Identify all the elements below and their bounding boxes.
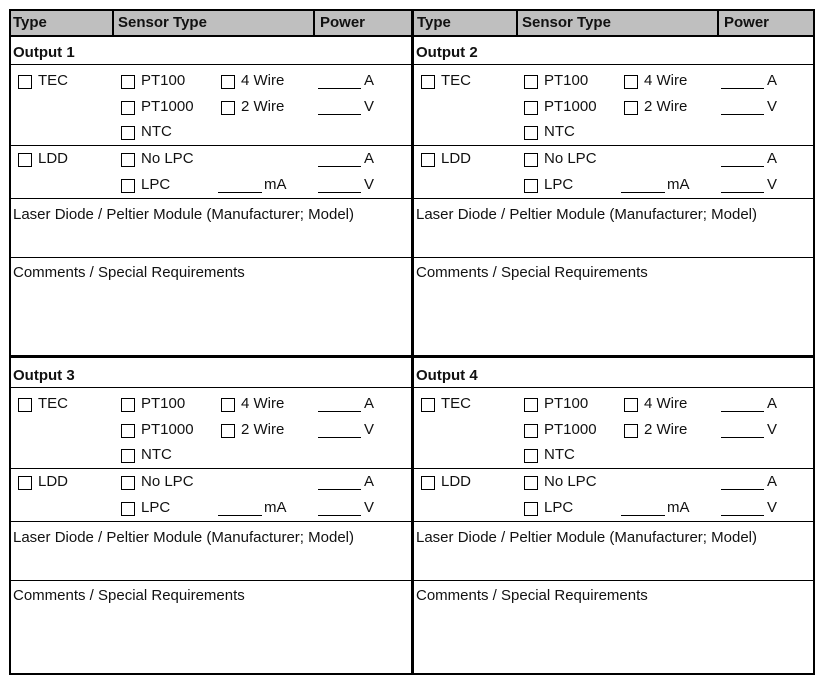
unit-milliamp: mA: [667, 176, 690, 193]
row-line: [11, 145, 412, 146]
output-4-ldd-checkbox[interactable]: [421, 476, 435, 490]
pt100-label: PT100: [141, 395, 186, 412]
ldd-label: LDD: [38, 473, 69, 490]
output-2-tec-voltage-field[interactable]: [721, 114, 764, 115]
tec-label: TEC: [441, 72, 471, 89]
no-lpc-label: No LPC: [544, 473, 597, 490]
comments-label: Comments / Special Requirements: [416, 587, 648, 604]
output-4-tec-checkbox[interactable]: [421, 398, 435, 412]
output-1-4wire-checkbox[interactable]: [221, 75, 235, 89]
output-4-lpc-checkbox[interactable]: [524, 502, 538, 516]
output-1-no-lpc-checkbox[interactable]: [121, 153, 135, 167]
lpc-label: LPC: [544, 499, 574, 516]
row-line: [11, 387, 412, 388]
pt1000-label: PT1000: [141, 421, 194, 438]
row-line: [11, 198, 412, 199]
output-3-title: Output 3: [13, 367, 75, 384]
row-line: [11, 521, 412, 522]
unit-amp: A: [364, 72, 375, 89]
output-1-tec-current-field[interactable]: [318, 88, 361, 89]
output-3-tec-checkbox[interactable]: [18, 398, 32, 412]
output-4-ldd-voltage-field[interactable]: [721, 515, 764, 516]
wire4-label: 4 Wire: [644, 395, 688, 412]
header-type-label: Type: [13, 14, 47, 31]
module-label: Laser Diode / Peltier Module (Manufacturer; Model): [416, 206, 757, 223]
output-4-ntc-checkbox[interactable]: [524, 449, 538, 463]
output-2-comments-field[interactable]: [414, 283, 814, 353]
header-divider: [717, 10, 719, 36]
ntc-label: NTC: [544, 123, 575, 140]
row-line: [11, 468, 412, 469]
output-2-ldd-current-field[interactable]: [721, 166, 764, 167]
no-lpc-label: No LPC: [544, 150, 597, 167]
header-type-label: Type: [417, 14, 451, 31]
wire2-label: 2 Wire: [644, 421, 688, 438]
unit-amp: A: [767, 150, 778, 167]
output-4-tec-voltage-field[interactable]: [721, 437, 764, 438]
row-line: [414, 468, 815, 469]
output-3-pt100-checkbox[interactable]: [121, 398, 135, 412]
output-1-lpc-checkbox[interactable]: [121, 179, 135, 193]
pt1000-label: PT1000: [544, 98, 597, 115]
output-2-pt1000-checkbox[interactable]: [524, 101, 538, 115]
unit-volt: V: [364, 421, 375, 438]
output-3-comments-field[interactable]: [11, 606, 411, 676]
row-line: [414, 580, 815, 581]
tec-label: TEC: [38, 72, 68, 89]
output-2-tec-current-field[interactable]: [721, 88, 764, 89]
output-3-no-lpc-checkbox[interactable]: [121, 476, 135, 490]
row-line: [11, 64, 412, 65]
tec-label: TEC: [441, 395, 471, 412]
output-3-module-field[interactable]: [11, 547, 411, 579]
tec-label: TEC: [38, 395, 68, 412]
pt100-label: PT100: [544, 395, 589, 412]
header-divider: [516, 10, 518, 36]
output-4-module-field[interactable]: [414, 547, 814, 579]
unit-amp: A: [767, 72, 778, 89]
lpc-label: LPC: [141, 176, 171, 193]
unit-volt: V: [767, 98, 778, 115]
unit-amp: A: [767, 473, 778, 490]
output-1-ldd-voltage-field[interactable]: [318, 192, 361, 193]
output-1-tec-checkbox[interactable]: [18, 75, 32, 89]
output-4-no-lpc-checkbox[interactable]: [524, 476, 538, 490]
output-3-lpc-checkbox[interactable]: [121, 502, 135, 516]
row-line: [414, 145, 815, 146]
output-4-pt1000-checkbox[interactable]: [524, 424, 538, 438]
wire2-label: 2 Wire: [241, 421, 285, 438]
module-label: Laser Diode / Peltier Module (Manufacturer; Model): [13, 206, 354, 223]
lpc-label: LPC: [544, 176, 574, 193]
output-4-title: Output 4: [416, 367, 478, 384]
row-line: [414, 64, 815, 65]
unit-volt: V: [767, 499, 778, 516]
header-divider: [313, 10, 315, 36]
wire4-label: 4 Wire: [644, 72, 688, 89]
no-lpc-label: No LPC: [141, 150, 194, 167]
output-2-ldd-voltage-field[interactable]: [721, 192, 764, 193]
output-2-lpc-current-field[interactable]: [621, 192, 665, 193]
ntc-label: NTC: [544, 446, 575, 463]
header-power-label: Power: [724, 14, 770, 31]
output-1-ldd-current-field[interactable]: [318, 166, 361, 167]
unit-milliamp: mA: [667, 499, 690, 516]
output-3-2wire-checkbox[interactable]: [221, 424, 235, 438]
output-1-comments-field[interactable]: [11, 283, 411, 353]
output-2-tec-checkbox[interactable]: [421, 75, 435, 89]
output-4-comments-field[interactable]: [414, 606, 814, 676]
output-4-tec-current-field[interactable]: [721, 411, 764, 412]
pt1000-label: PT1000: [141, 98, 194, 115]
output-1-ntc-checkbox[interactable]: [121, 126, 135, 140]
module-label: Laser Diode / Peltier Module (Manufacturer; Model): [13, 529, 354, 546]
output-2-2wire-checkbox[interactable]: [624, 101, 638, 115]
output-3-lpc-current-field[interactable]: [218, 515, 262, 516]
header-sensor-type-label: Sensor Type: [522, 14, 611, 31]
output-4-lpc-current-field[interactable]: [621, 515, 665, 516]
output-3-tec-voltage-field[interactable]: [318, 437, 361, 438]
module-label: Laser Diode / Peltier Module (Manufacturer; Model): [416, 529, 757, 546]
unit-amp: A: [364, 473, 375, 490]
row-line: [414, 521, 815, 522]
output-4-2wire-checkbox[interactable]: [624, 424, 638, 438]
lpc-label: LPC: [141, 499, 171, 516]
output-1-2wire-checkbox[interactable]: [221, 101, 235, 115]
wire4-label: 4 Wire: [241, 395, 285, 412]
wire2-label: 2 Wire: [644, 98, 688, 115]
ntc-label: NTC: [141, 446, 172, 463]
unit-amp: A: [364, 150, 375, 167]
output-2-no-lpc-checkbox[interactable]: [524, 153, 538, 167]
output-3-tec-current-field[interactable]: [318, 411, 361, 412]
pt100-label: PT100: [544, 72, 589, 89]
output-2-pt100-checkbox[interactable]: [524, 75, 538, 89]
header-sensor-type-label: Sensor Type: [118, 14, 207, 31]
ldd-label: LDD: [441, 150, 472, 167]
output-2-ntc-checkbox[interactable]: [524, 126, 538, 140]
unit-volt: V: [767, 421, 778, 438]
wire2-label: 2 Wire: [241, 98, 285, 115]
output-1-title: Output 1: [13, 44, 75, 61]
ntc-label: NTC: [141, 123, 172, 140]
pt100-label: PT100: [141, 72, 186, 89]
unit-volt: V: [364, 176, 375, 193]
row-line: [11, 257, 412, 258]
unit-milliamp: mA: [264, 176, 287, 193]
row-line: [11, 580, 412, 581]
output-3-ldd-checkbox[interactable]: [18, 476, 32, 490]
ldd-label: LDD: [38, 150, 69, 167]
output-2-lpc-checkbox[interactable]: [524, 179, 538, 193]
header-divider: [112, 10, 114, 36]
unit-volt: V: [364, 499, 375, 516]
output-1-module-field[interactable]: [11, 224, 411, 256]
output-1-tec-voltage-field[interactable]: [318, 114, 361, 115]
unit-volt: V: [364, 98, 375, 115]
unit-volt: V: [767, 176, 778, 193]
output-1-ldd-checkbox[interactable]: [18, 153, 32, 167]
row-line: [414, 387, 815, 388]
pt1000-label: PT1000: [544, 421, 597, 438]
header-power-label: Power: [320, 14, 366, 31]
output-2-module-field[interactable]: [414, 224, 814, 256]
output-3-4wire-checkbox[interactable]: [221, 398, 235, 412]
output-1-lpc-current-field[interactable]: [218, 192, 262, 193]
output-4-ldd-current-field[interactable]: [721, 489, 764, 490]
output-3-ldd-current-field[interactable]: [318, 489, 361, 490]
output-4-pt100-checkbox[interactable]: [524, 398, 538, 412]
output-2-title: Output 2: [416, 44, 478, 61]
unit-amp: A: [364, 395, 375, 412]
comments-label: Comments / Special Requirements: [416, 264, 648, 281]
output-2-ldd-checkbox[interactable]: [421, 153, 435, 167]
wire4-label: 4 Wire: [241, 72, 285, 89]
output-3-ldd-voltage-field[interactable]: [318, 515, 361, 516]
output-3-pt1000-checkbox[interactable]: [121, 424, 135, 438]
row-line: [414, 257, 815, 258]
comments-label: Comments / Special Requirements: [13, 587, 245, 604]
output-4-4wire-checkbox[interactable]: [624, 398, 638, 412]
unit-milliamp: mA: [264, 499, 287, 516]
no-lpc-label: No LPC: [141, 473, 194, 490]
unit-amp: A: [767, 395, 778, 412]
ldd-label: LDD: [441, 473, 472, 490]
output-1-pt1000-checkbox[interactable]: [121, 101, 135, 115]
output-3-ntc-checkbox[interactable]: [121, 449, 135, 463]
comments-label: Comments / Special Requirements: [13, 264, 245, 281]
row-line: [414, 198, 815, 199]
output-2-4wire-checkbox[interactable]: [624, 75, 638, 89]
output-1-pt100-checkbox[interactable]: [121, 75, 135, 89]
